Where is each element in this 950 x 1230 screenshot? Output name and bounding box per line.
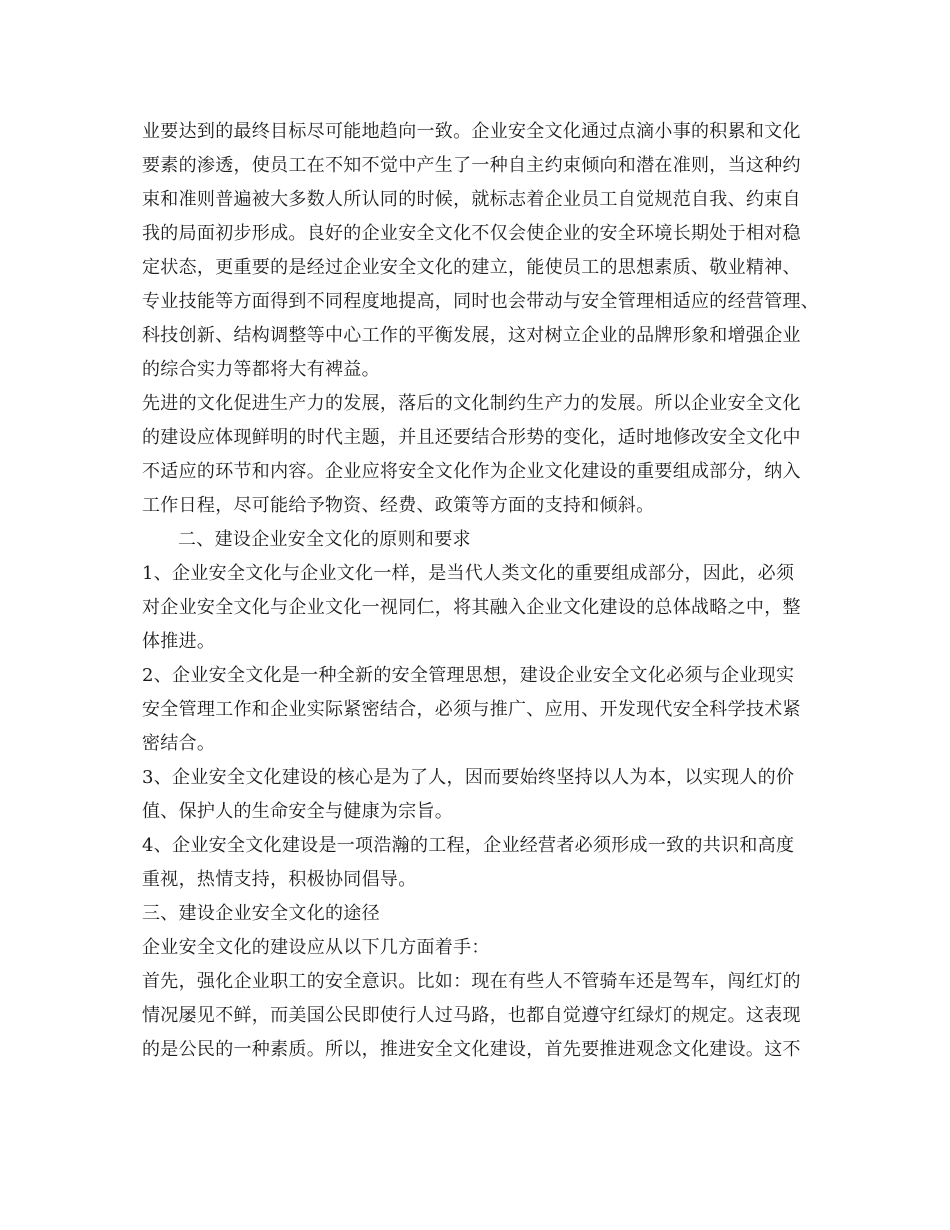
text-line: 2、企业安全文化是一种全新的安全管理思想，建设企业安全文化必须与企业现实	[142, 665, 795, 686]
text-line: 的建设应体现鲜明的时代主题，并且还要结合形势的变化，适时地修改安全文化中	[142, 427, 801, 448]
text-line: 企业安全文化的建设应从以下几方面着手：	[142, 937, 490, 958]
text-line: 3、企业安全文化建设的核心是为了人，因而要始终坚持以人为本，以实现人的价	[142, 767, 795, 788]
text-line: 的是公民的一种素质。所以，推进安全文化建设，首先要推进观念文化建设。这不	[142, 1039, 801, 1060]
text-line: 要素的渗透，使员工在不知不觉中产生了一种自主约束倾向和潜在准则，当这种约	[142, 155, 801, 176]
text-line: 业要达到的最终目标尽可能地趋向一致。企业安全文化通过点滴小事的积累和文化	[142, 121, 801, 142]
text-line: 4、企业安全文化建设是一项浩瀚的工程，企业经营者必须形成一致的共识和高度	[142, 835, 795, 856]
text-line: 的综合实力等都将大有裨益。	[142, 359, 380, 380]
text-line: 首先，强化企业职工的安全意识。比如：现在有些人不管骑车还是驾车，闯红灯的	[142, 971, 801, 992]
document-body	[142, 115, 832, 1067]
text-line: 科技创新、结构调整等中心工作的平衡发展，这对树立企业的品牌形象和增强企业	[142, 325, 801, 346]
text-line: 安全管理工作和企业实际紧密结合，必须与推广、应用、开发现代安全科学技术紧	[142, 699, 801, 720]
text-line: 值、保护人的生命安全与健康为宗旨。	[142, 801, 454, 822]
text-line: 束和准则普遍被大多数人所认同的时候，就标志着企业员工自觉规范自我、约束自	[142, 189, 801, 210]
text-line: 先进的文化促进生产力的发展，落后的文化制约生产力的发展。所以企业安全文化	[142, 393, 801, 414]
text-line: 重视，热情支持，积极协同倡导。	[142, 869, 417, 890]
text-line: 工作日程，尽可能给予物资、经费、政策等方面的支持和倾斜。	[142, 495, 655, 516]
text-line: 1、企业安全文化与企业文化一样，是当代人类文化的重要组成部分，因此，必须	[142, 563, 795, 584]
text-line: 我的局面初步形成。良好的企业安全文化不仅会使企业的安全环境长期处于相对稳	[142, 223, 801, 244]
text-line: 情况屡见不鲜，而美国公民即使行人过马路，也都自觉遵守红绿灯的规定。这表现	[142, 1005, 801, 1026]
text-line: 体推进。	[142, 631, 216, 652]
section-heading: 二、建设企业安全文化的原则和要求	[178, 529, 471, 550]
section-heading: 三、建设企业安全文化的途径	[142, 903, 380, 924]
text-line: 密结合。	[142, 733, 216, 754]
text-line: 专业技能等方面得到不同程度地提高，同时也会带动与安全管理相适应的经营管理、	[142, 291, 820, 312]
text-line: 对企业安全文化与企业文化一视同仁，将其融入企业文化建设的总体战略之中，整	[142, 597, 801, 618]
text-line: 定状态，更重要的是经过企业安全文化的建立，能使员工的思想素质、敬业精神、	[142, 257, 801, 278]
text-line: 不适应的环节和内容。企业应将安全文化作为企业文化建设的重要组成部分，纳入	[142, 461, 801, 482]
